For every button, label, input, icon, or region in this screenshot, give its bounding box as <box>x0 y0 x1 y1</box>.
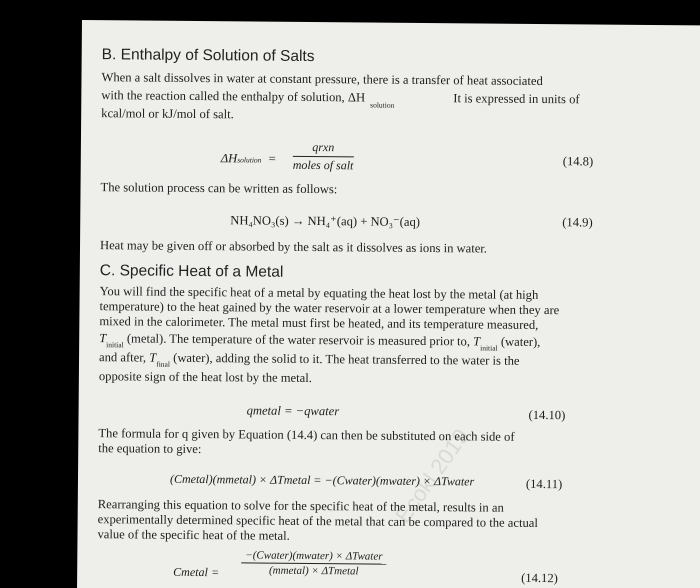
eq-14-8-fraction: qrxn moles of salt <box>292 140 354 173</box>
paragraph-line: $T_{initial}$ (metal). The temperature of the water reservoir is measured prior to, $T_{initial}$ (water), <box>99 331 541 353</box>
paragraph-line: You will find the specific heat of a metal by equating the heat lost by the metal (at high <box>99 284 539 302</box>
paragraph-line: Heat may be given off or absorbed by the salt as it dissolves as ions in water. <box>99 238 488 256</box>
paragraph-line: mixed in the calorimeter. The metal must first be heated, and its temperature measured, <box>99 314 539 332</box>
paragraph-line-tail: It is expressed in units of <box>453 91 580 107</box>
eq-14-8-number: (14.8) <box>562 154 594 169</box>
eq-14-12-lhs: Cmetal = <box>173 564 219 580</box>
eq-14-12-number: (14.12) <box>521 570 558 586</box>
eq-14-10: qmetal = −qwater <box>246 403 340 419</box>
eq-14-11-number: (14.11) <box>525 476 563 492</box>
section-c-heading: C. Specific Heat of a Metal <box>99 262 284 281</box>
eq-14-10-number: (14.10) <box>528 407 566 423</box>
paragraph-line: opposite sign of the heat lost by the metal. <box>98 369 312 386</box>
paragraph-line: with the reaction called the enthalpy of solution, ΔH $_{solution}$ <box>101 88 395 110</box>
paragraph-line: When a salt dissolves in water at constant pressure, there is a transfer of heat associated <box>101 70 543 89</box>
section-b-heading: B. Enthalpy of Solution of Salts <box>101 46 315 66</box>
watermark: Ecokl 2019 <box>390 424 474 528</box>
eq-14-11: (Cmetal)(mmetal) × ΔTmetal = −(Cwater)(mwater) × ΔTwater <box>169 471 475 489</box>
paragraph-line: The solution process can be written as follows: <box>100 180 338 197</box>
paragraph-line: and after, $T_{final}$ (water), adding the solid to it. The heat transferred to the water is the <box>98 350 520 369</box>
eq-14-8-lhs: ΔHsolution = <box>220 151 276 166</box>
eq-14-9: NH₄NO₃(s) → NH₄⁺(aq) + NO₃⁻(aq) <box>230 213 421 229</box>
document-page <box>77 20 700 588</box>
paragraph-line: the equation to give: <box>98 441 202 457</box>
paragraph-line: temperature) to the heat gained by the water reservoir at a lower temperature when they are <box>99 299 560 318</box>
eq-14-12-fraction: −(Cwater)(mwater) × ΔTwater (mmetal) × ΔTmetal <box>241 549 386 577</box>
paragraph-line: experimentally determined specific heat of the metal that can be compared to the actual <box>97 512 538 530</box>
paragraph-line: value of the specific heat of the metal. <box>97 527 290 543</box>
paragraph-line: kcal/mol or kJ/mol of salt. <box>101 106 234 122</box>
paragraph-line: The formula for q given by Equation (14.4) can then be substituted on each side of <box>98 426 515 444</box>
eq-14-9-number: (14.9) <box>562 215 593 230</box>
paragraph-line: Rearranging this equation to solve for the specific heat of the metal, results in an <box>97 497 504 515</box>
